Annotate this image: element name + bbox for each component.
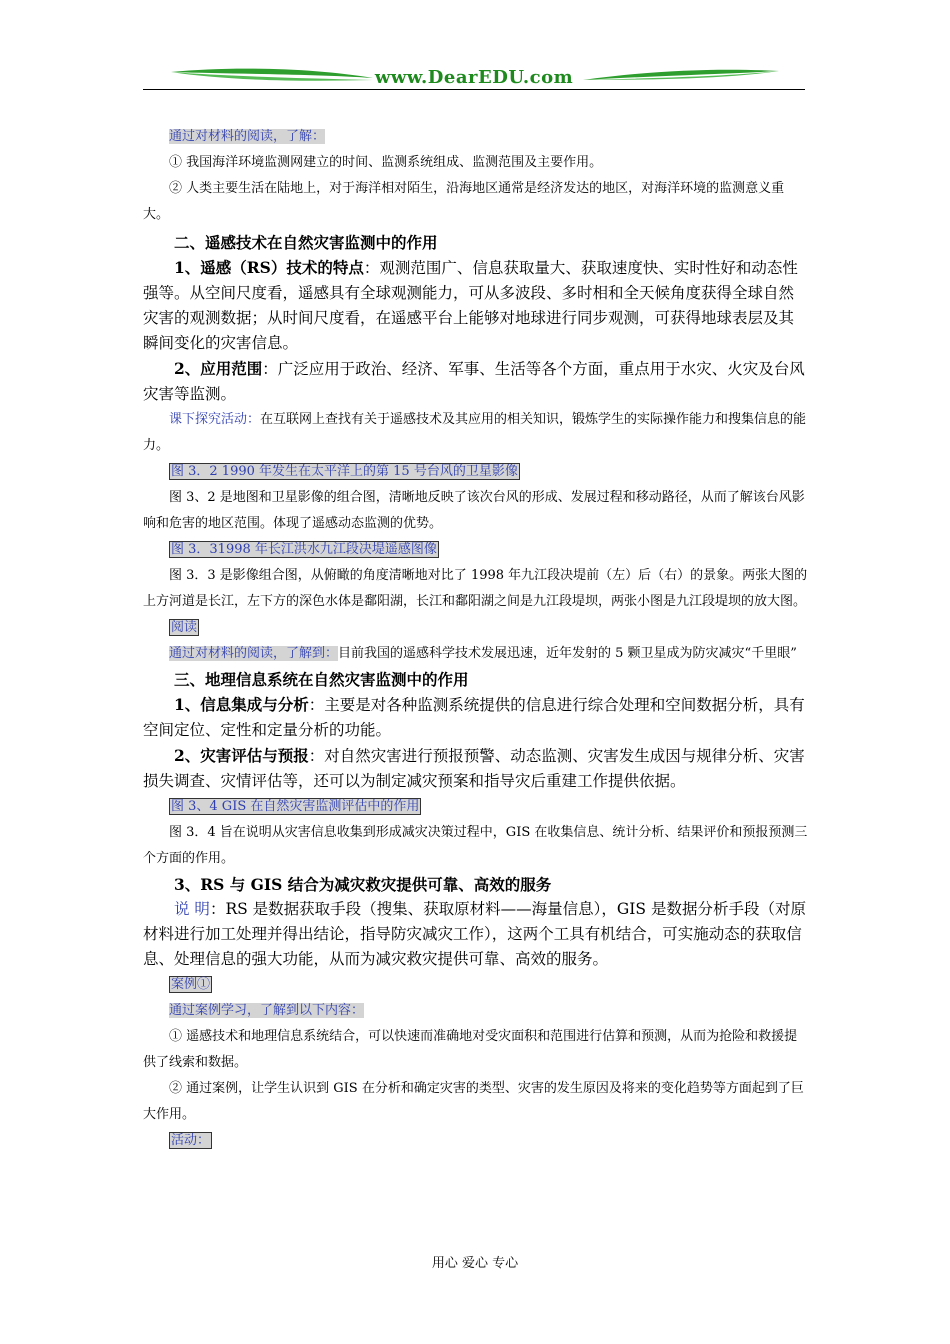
reading-label-text: 阅读 — [171, 620, 198, 635]
section-heading: 二、遥感技术在自然灾害监测中的作用 — [174, 233, 438, 252]
paragraph: 图 3．4 旨在说明从灾害信息收集到形成减灾决策过程中，GIS 在收集信息、统计分析、结果评价和预报预测三个方面的作用。 — [143, 825, 808, 866]
term-text: ：广泛应用于政治、经济、军事、生活等各个方面，重点用于水灾、火灾及台风灾害等监测。 — [143, 360, 805, 403]
activity-label-text: 活动： — [171, 1133, 211, 1148]
note-label: 说 明 — [174, 900, 210, 918]
reading-label — [143, 615, 808, 641]
reading-text: 目前我国的遥感科学技术发展迅速，近年发射的 5 颗卫星成为防灾减灾“千里眼” — [338, 646, 797, 661]
figure-caption — [143, 794, 808, 820]
term-label: 2、灾害评估与预报 — [174, 746, 309, 765]
figure-caption — [143, 459, 808, 485]
paragraph — [143, 743, 808, 794]
case-label — [143, 972, 808, 998]
paragraph — [143, 692, 808, 743]
highlight-text: 通过案例学习，了解到以下内容： — [169, 1003, 365, 1018]
document-body — [143, 124, 808, 1154]
term-text: ：对自然灾害进行预报预警、动态监测、灾害发生成因与规律分析、灾害损失调查、灾情评估等，还可以为制定减灾预案和指导灾后重建工作提供依据。 — [143, 747, 805, 790]
paragraph: ② 人类主要生活在陆地上，对于海洋相对陌生，沿海地区通常是经济发达的地区，对海洋环境的监测意义重大。 — [143, 181, 785, 222]
case-label-text: 案例① — [171, 977, 211, 992]
section-heading: 3、RS 与 GIS 结合为减灾救灾提供可靠、高效的服务 — [174, 875, 552, 894]
paragraph — [143, 998, 808, 1024]
paragraph: 图 3、2 是地图和卫星影像的组合图，清晰地反映了该次台风的形成、发展过程和移动路径，从而了解该台风影响和危害的地区范围。体现了遥感动态监测的优势。 — [143, 490, 805, 531]
activity-text: 在互联网上查找有关于遥感技术及其应用的相关知识，锻炼学生的实际操作能力和搜集信息的能力。 — [143, 412, 807, 453]
term-label: 1、遥感（RS）技术的特点 — [174, 258, 364, 277]
paragraph — [143, 356, 808, 407]
paragraph — [143, 897, 808, 972]
paragraph — [143, 407, 808, 459]
figure-caption-text: 图 3．2 1990 年发生在太平洋上的第 15 号台风的卫星影像 — [171, 464, 518, 479]
paragraph: ① 遥感技术和地理信息系统结合，可以快速而准确地对受灾面积和范围进行估算和预测，从而为抢险和救援提供了线索和数据。 — [143, 1029, 798, 1070]
activity-label — [143, 1128, 808, 1154]
figure-caption-text: 图 3、4 GIS 在自然灾害监测评估中的作用 — [171, 799, 420, 814]
term-label: 2、应用范围 — [174, 359, 263, 378]
header-logo — [143, 62, 805, 92]
term-text: ：观测范围广、信息获取量大、获取速度快、实时性好和动态性强等。从空间尺度看，遥感具有全球观测能力，可从多波段、多时相和全天候角度获得全球自然灾害的观测数据；从时间尺度看，在遥感平台上能够对地球进行同步观测，可获得地球表层及其瞬间变化的灾害信息。 — [143, 259, 798, 352]
paragraph: ① 我国海洋环境监测网建立的时间、监测系统组成、监测范围及主要作用。 — [169, 155, 603, 170]
logo-text: www.DearEDU.com — [374, 67, 574, 88]
term-label: 1、信息集成与分析 — [174, 695, 309, 714]
figure-caption-text: 图 3．31998 年长江洪水九江段决堤遥感图像 — [171, 542, 437, 557]
figure-caption — [143, 537, 808, 563]
highlight-text: 通过对材料的阅读，了解到： — [169, 646, 339, 661]
paragraph — [143, 255, 808, 356]
note-text: ：RS 是数据获取手段（搜集、获取原材料——海量信息），GIS 是数据分析手段（对原材料进行加工处理并得出结论，指导防灾减灾工作），这两个工具有机结合，可实施动态的获取信息、处理信息的强大功能，从而为减灾救灾提供可靠、高效的服务。 — [143, 900, 806, 968]
highlight-text: 通过对材料的阅读，了解： — [169, 129, 326, 144]
paragraph: 图 3．3 是影像组合图，从俯瞰的角度清晰地对比了 1998 年九江段决堤前（左）后（右）的景象。两张大图的上方河道是长江，左下方的深色水体是鄱阳湖，长江和鄱阳湖之间是九江段堤坝，两张小图是九江段堤坝的放大图。 — [143, 568, 808, 609]
paragraph: ② 通过案例，让学生认识到 GIS 在分析和确定灾害的类型、灾害的发生原因及将来的变化趋势等方面起到了巨大作用。 — [143, 1081, 804, 1122]
section-heading: 三、地理信息系统在自然灾害监测中的作用 — [174, 670, 469, 689]
paragraph — [143, 124, 808, 150]
activity-label: 课下探究活动： — [169, 412, 261, 427]
paragraph — [143, 641, 808, 667]
page-footer: 用心 爱心 专心 — [431, 1256, 519, 1271]
term-text: ：主要是对各种监测系统提供的信息进行综合处理和空间数据分析，具有空间定位、定性和定量分析的功能。 — [143, 696, 805, 739]
header-rule — [143, 89, 805, 90]
